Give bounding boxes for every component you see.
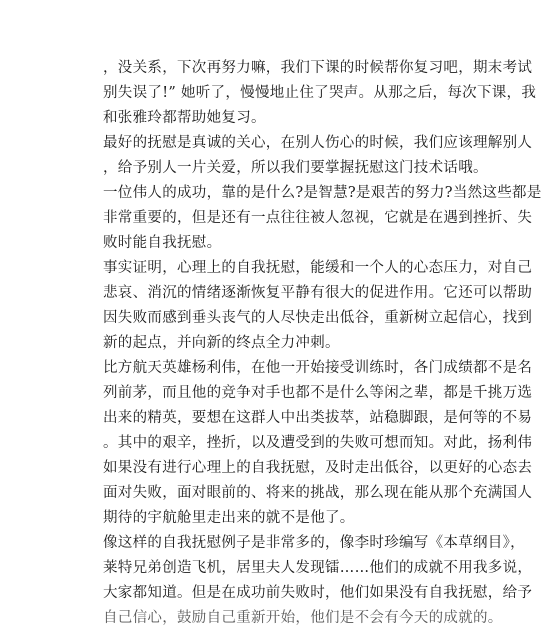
essay-text (103, 56, 542, 626)
text-line: 期待的宇航舱里走出来的就不是他了。 (103, 510, 355, 526)
text-line: ，没关系，下次再努力嘛，我们下课的时候帮你复习吧，期末考试 (103, 60, 533, 76)
text-line-partial: 自己信心，鼓励自己重新开始，他们是不会有今天的成就的。 (103, 610, 503, 626)
text-line: 。其中的艰辛，挫折，以及遭受到的失败可想而知。对此，扬利伟 (103, 435, 533, 451)
text-line: 因失败而感到垂头丧气的人尽快走出低谷，重新树立起信心，找到 (103, 310, 533, 326)
text-line: 面对失败，面对眼前的、将来的挑战，那么现在能从那个充满国人 (103, 485, 533, 501)
text-line: 出来的精英，要想在这群人中出类拔萃，站稳脚跟，是何等的不易 (103, 410, 533, 426)
text-line: 莱特兄弟创造飞机，居里夫人发现镭……他们的成就不用我多说， (103, 560, 533, 576)
text-line: 和张雅玲都帮助她复习。 (103, 110, 266, 126)
text-line: 一位伟人的成功，靠的是什么?是智慧?是艰苦的努力?当然这些都是 (103, 185, 542, 201)
text-line: 大家都知道。但是在成功前失败时，他们如果没有自我抚慰，给予 (103, 585, 533, 601)
text-line: ，给予别人一片关爱，所以我们要掌握抚慰这门技术话哦。 (103, 160, 488, 176)
text-line: 败时能自我抚慰。 (103, 235, 222, 251)
text-line: 列前茅，而且他的竞争对手也都不是什么等闲之辈，都是千挑万选 (103, 385, 533, 401)
text-line: 最好的抚慰是真诚的关心，在别人伤心的时候，我们应该理解别人 (103, 135, 533, 151)
text-line: 悲哀、消沉的情绪逐渐恢复平静有很大的促进作用。它还可以帮助 (103, 285, 533, 301)
text-line: 如果没有进行心理上的自我抚慰，及时走出低谷，以更好的心态去 (103, 460, 533, 476)
text-line: 像这样的自我抚慰例子是非常多的，像李时珍编写《本草纲目》， (103, 535, 525, 551)
text-line: 别失误了!” 她听了，慢慢地止住了哭声。从那之后，每次下课，我 (103, 85, 537, 101)
text-line: 事实证明，心理上的自我抚慰，能缓和一个人的心态压力，对自己 (103, 260, 533, 276)
text-line: 新的起点，并向新的终点全力冲刺。 (103, 335, 340, 351)
text-line: 比方航天英雄杨利伟，在他一开始接受训练时，各门成绩都不是名 (103, 360, 533, 376)
text-line: 非常重要的，但是还有一点往往被人忽视，它就是在遇到挫折、失 (103, 210, 533, 226)
